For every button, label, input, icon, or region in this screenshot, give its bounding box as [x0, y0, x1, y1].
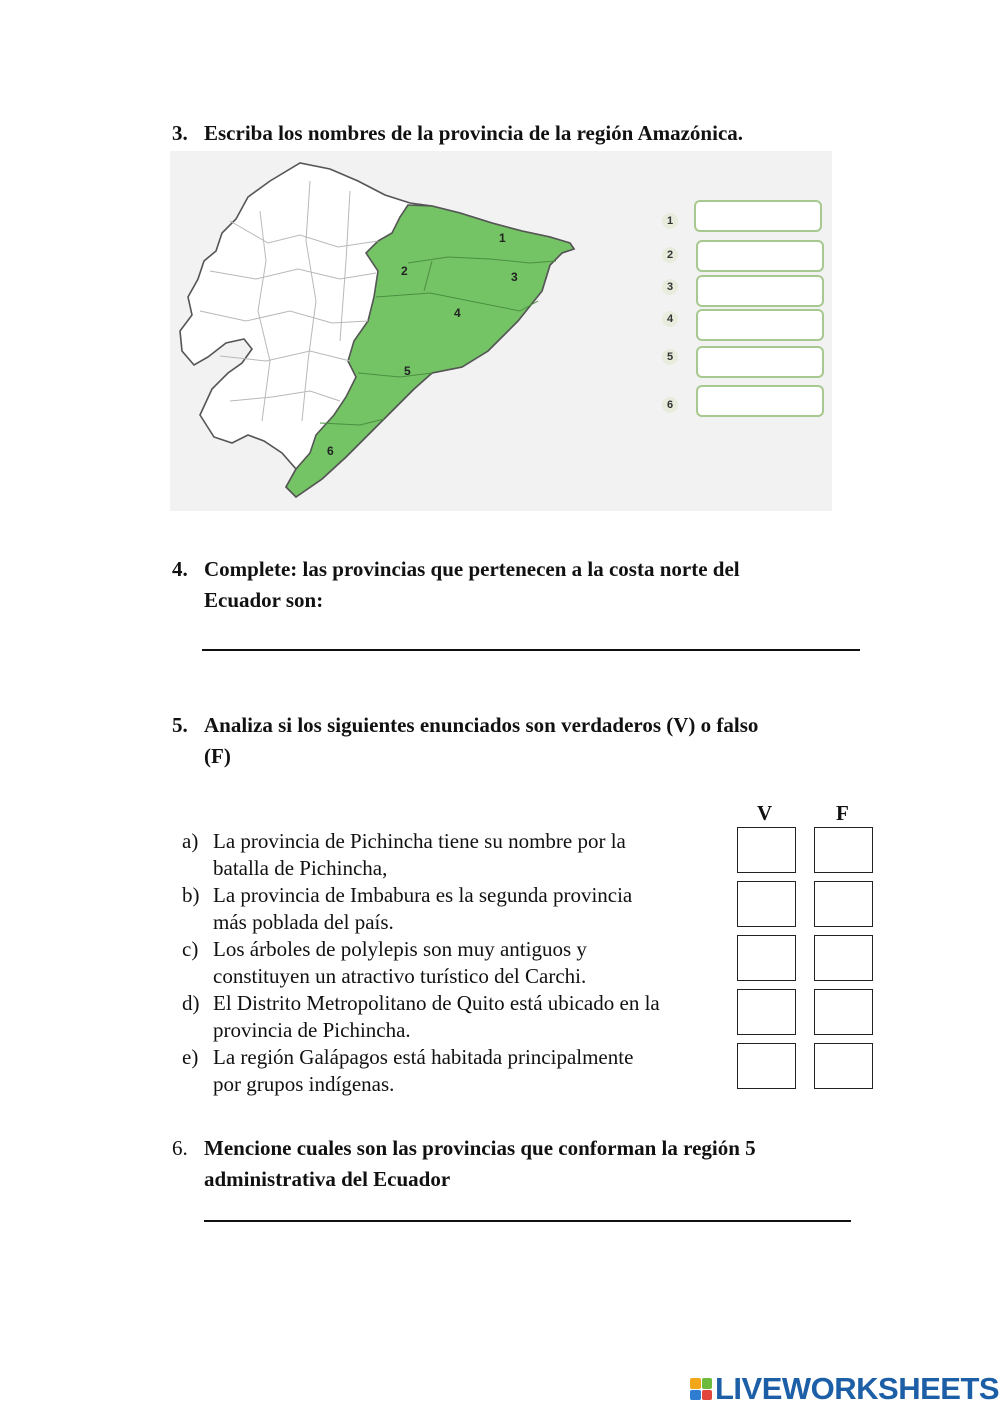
region-label-4: 4 — [454, 306, 461, 320]
region-label-1: 1 — [499, 231, 506, 245]
region-label-3: 3 — [511, 270, 518, 284]
question-3-text: Escriba los nombres de la provincia de la región Amazónica. — [204, 121, 744, 145]
region-label-2: 2 — [401, 264, 408, 278]
statement-c-line-2: constituyen un atractivo turístico del Carchi. — [213, 964, 587, 988]
checkbox-c-f[interactable] — [814, 935, 873, 981]
answer-box-5[interactable] — [696, 346, 824, 378]
question-6-line-2: administrativa del Ecuador — [204, 1167, 451, 1191]
region-label-5: 5 — [404, 364, 411, 378]
statement-c-label: c) — [182, 937, 199, 961]
checkbox-c-v[interactable] — [737, 935, 796, 981]
statement-b-line-2: más poblada del país. — [213, 910, 394, 934]
statement-e-line-2: por grupos indígenas. — [213, 1072, 395, 1096]
question-3 — [172, 118, 892, 150]
question-4-answer-line[interactable] — [202, 649, 860, 651]
checkbox-b-f[interactable] — [814, 881, 873, 927]
checkbox-e-v[interactable] — [737, 1043, 796, 1089]
statement-d-line-1: El Distrito Metropolitano de Quito está ubicado en la — [213, 991, 660, 1015]
statement-e-line-1: La región Galápagos está habitada principalmente — [213, 1045, 634, 1069]
answer-box-3[interactable] — [696, 275, 824, 307]
question-6-line-1: Mencione cuales son las provincias que conforman la región 5 — [204, 1136, 756, 1160]
answer-number-4: 4 — [662, 311, 678, 327]
question-3-number: 3. — [172, 121, 188, 145]
checkbox-e-f[interactable] — [814, 1043, 873, 1089]
question-6-number: 6. — [172, 1136, 188, 1160]
question-5-line-1: Analiza si los siguientes enunciados son verdaderos (V) o falso — [204, 713, 759, 737]
question-6-answer-line[interactable] — [204, 1220, 851, 1222]
statement-b-line-1: La provincia de Imbabura es la segunda provincia — [213, 883, 633, 907]
statement-a-label: a) — [182, 829, 199, 853]
answer-number-6: 6 — [662, 397, 678, 413]
answer-box-2[interactable] — [696, 240, 824, 272]
statement-a — [182, 828, 722, 882]
statement-c-line-1: Los árboles de polylepis son muy antiguos y — [213, 937, 587, 961]
checkbox-a-v[interactable] — [737, 827, 796, 873]
liveworksheets-logo — [690, 1371, 1000, 1406]
answer-box-4[interactable] — [696, 309, 824, 341]
statement-a-line-1: La provincia de Pichincha tiene su nombre por la — [213, 829, 626, 853]
statement-a-line-2: batalla de Pichincha, — [213, 856, 388, 880]
answer-number-2: 2 — [662, 247, 678, 263]
answer-number-1: 1 — [662, 213, 678, 229]
question-4-line-1: Complete: las provincias que pertenecen a la costa norte del — [204, 557, 740, 581]
ecuador-map — [170, 151, 832, 511]
statement-b-label: b) — [182, 883, 200, 907]
column-v-header: V — [757, 801, 773, 825]
liveworksheets-logo-text: LIVEWORKSHEETS — [715, 1371, 1000, 1406]
statement-c — [182, 936, 722, 990]
checkbox-d-v[interactable] — [737, 989, 796, 1035]
answer-box-6[interactable] — [696, 385, 824, 417]
question-4-line-2: Ecuador son: — [204, 588, 324, 612]
statement-b — [182, 882, 722, 936]
liveworksheets-logo-mark — [690, 1378, 712, 1400]
checkbox-b-v[interactable] — [737, 881, 796, 927]
statement-d-label: d) — [182, 991, 200, 1015]
statement-d — [182, 990, 722, 1044]
question-4 — [172, 554, 892, 618]
statement-e — [182, 1044, 722, 1098]
question-6 — [172, 1133, 892, 1197]
question-5-number: 5. — [172, 713, 188, 737]
question-5-line-2: (F) — [204, 744, 231, 768]
column-f-header: F — [836, 801, 849, 825]
answer-box-1[interactable] — [694, 200, 822, 232]
question-4-number: 4. — [172, 557, 188, 581]
statement-d-line-2: provincia de Pichincha. — [213, 1018, 411, 1042]
answer-number-5: 5 — [662, 349, 678, 365]
statement-e-label: e) — [182, 1045, 199, 1069]
region-label-6: 6 — [327, 444, 334, 458]
answer-number-3: 3 — [662, 279, 678, 295]
checkbox-a-f[interactable] — [814, 827, 873, 873]
question-5 — [172, 710, 892, 774]
checkbox-d-f[interactable] — [814, 989, 873, 1035]
